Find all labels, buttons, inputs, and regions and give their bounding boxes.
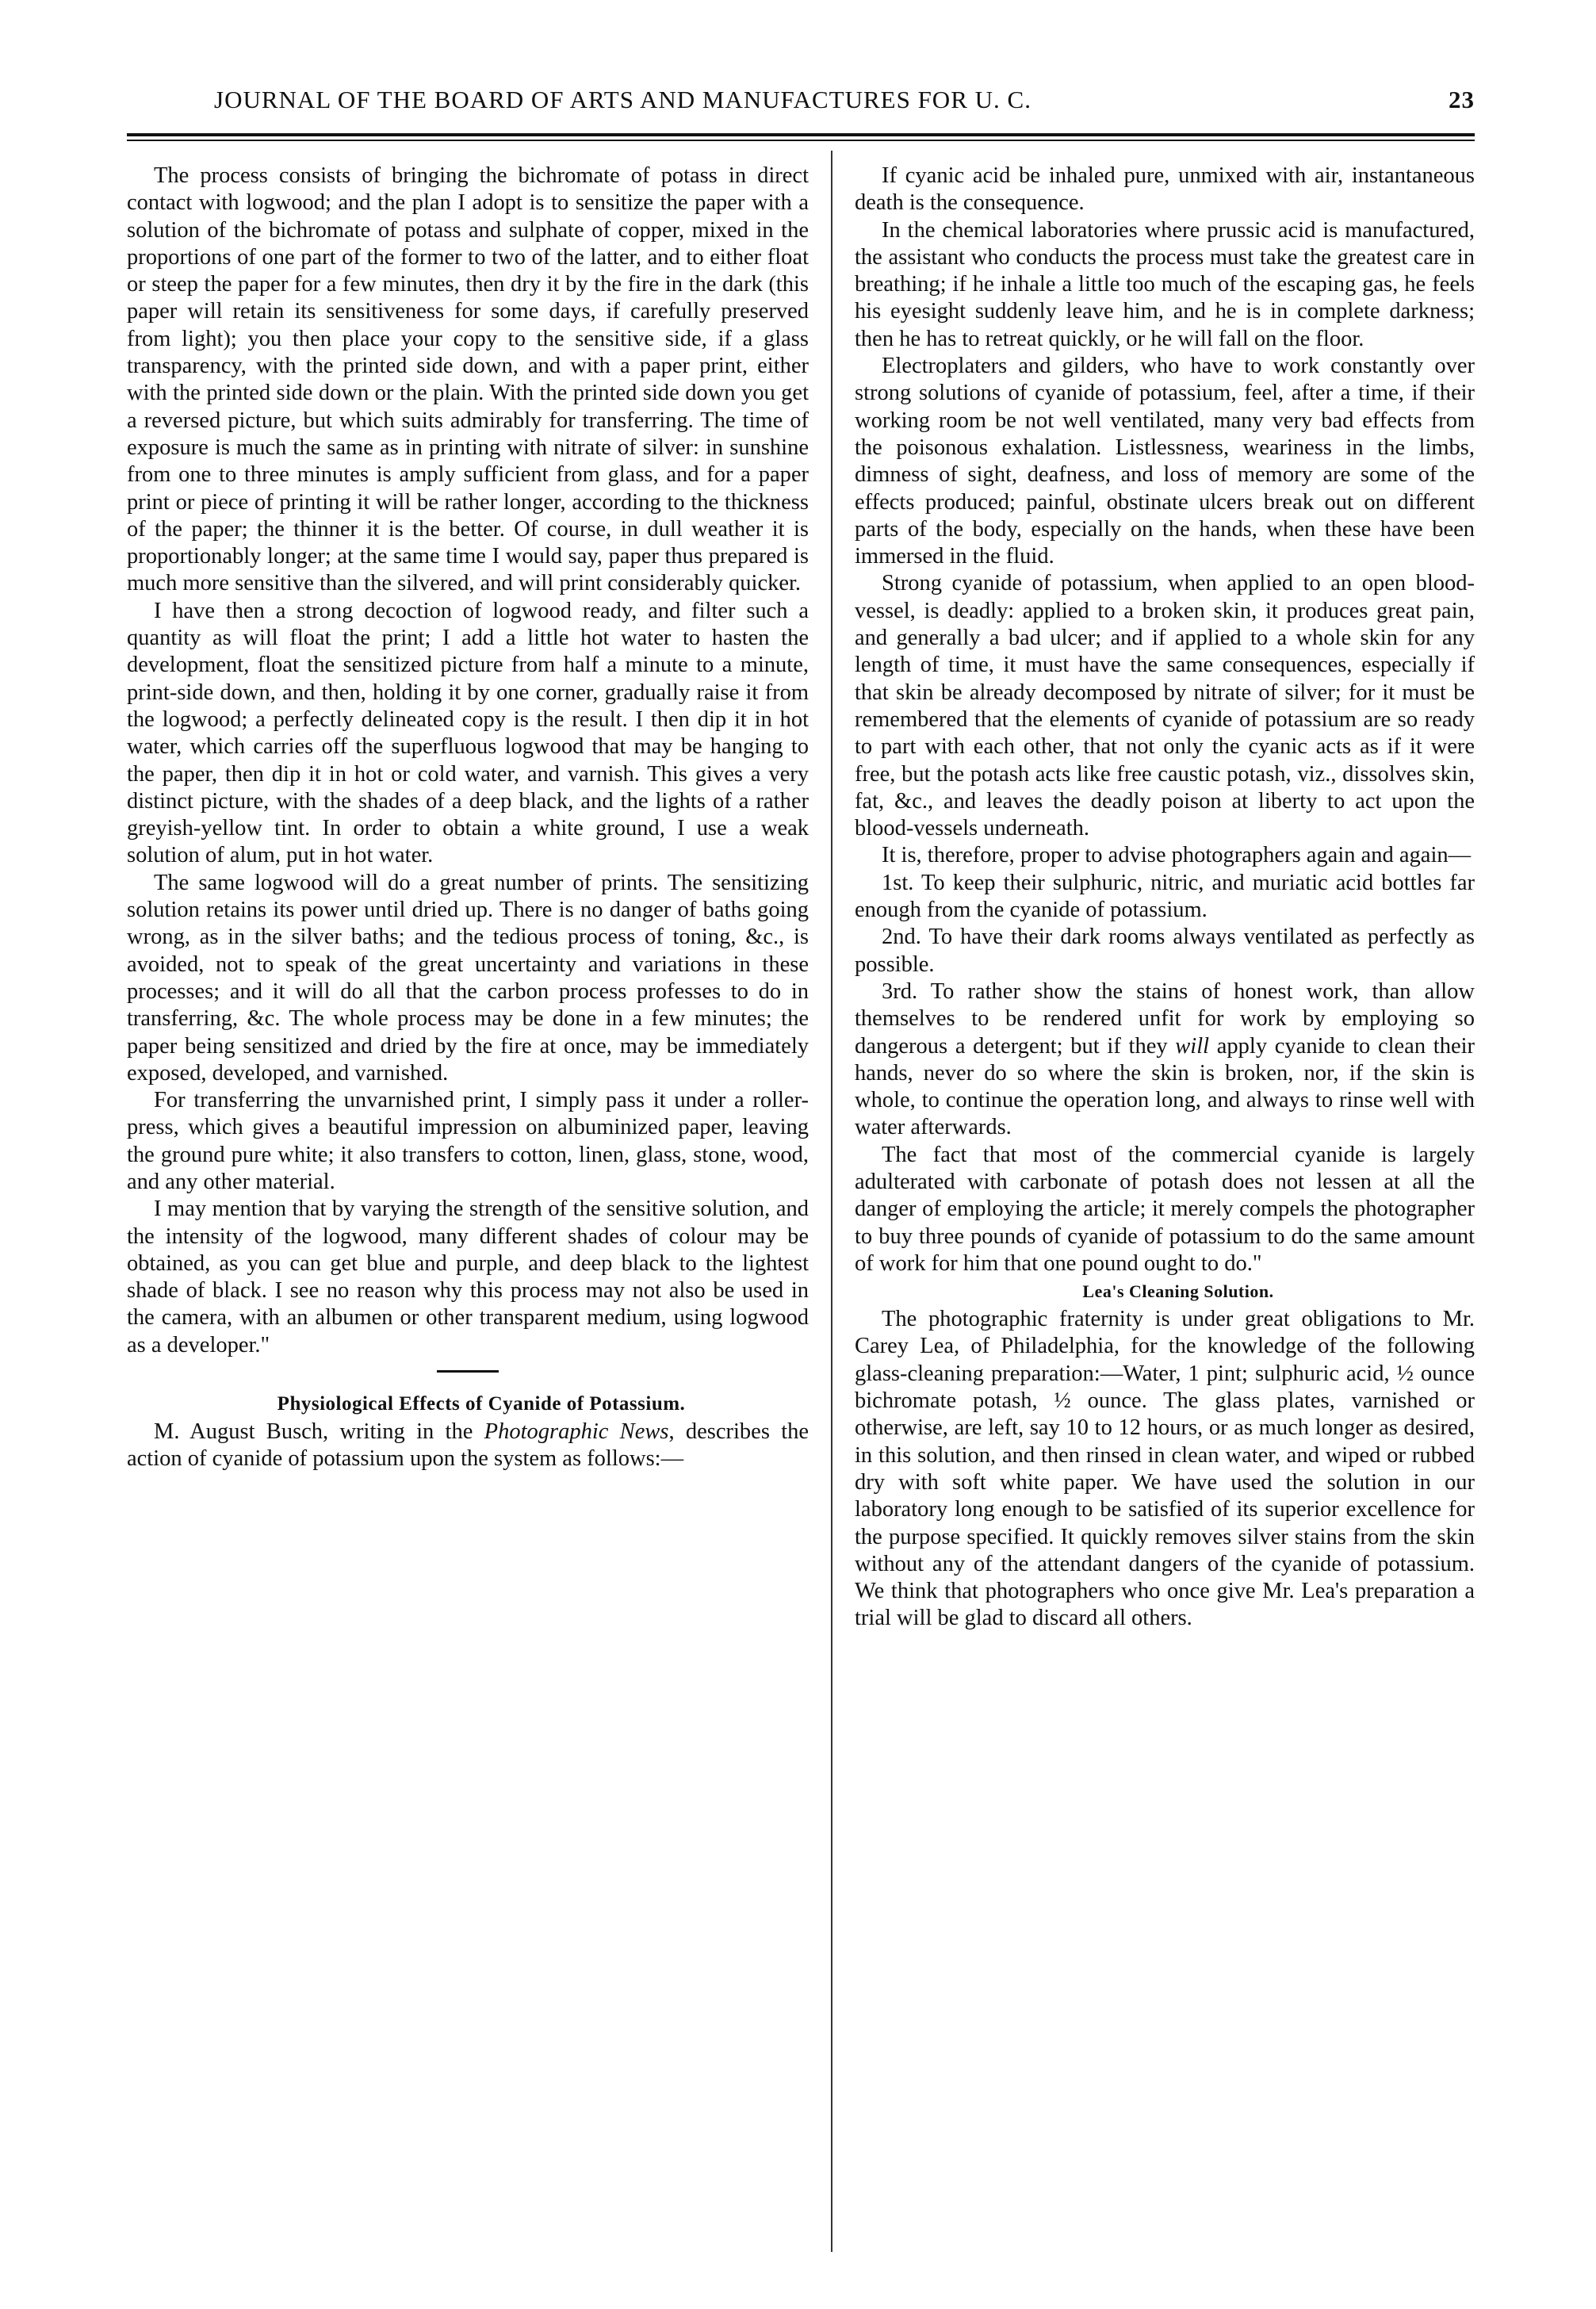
- paragraph-advice-second: 2nd. To have their dark rooms always ventilated as perfectly as possible.: [855, 925, 1475, 977]
- section-separator-rule: [437, 1370, 499, 1373]
- paragraph-prussic-acid-laboratories: In the chemical laboratories where prussic acid is manufactured, the assistant who conducts the process must take the greatest care in breathing; if he inhale a little too much of the escaping gas, he feels his eyesight suddenly leave him, and he is in complete darkness; then he has to retreat quickly, or he will fall on the floor.: [855, 217, 1475, 351]
- paragraph-logwood-development: I have then a strong decoction of logwood ready, and filter such a quantity as will float the print; I add a little hot water to hasten the development, float the sensitized picture from half a minute to a minute, print-side down, and then, holding it by one corner, gradually raise it from the logwood; a perfectly delineated copy is the result. I then dip it in hot water, which carries off the superfluous logwood that may be hanging to the paper, then dip it in hot or cold water, and varnish. This gives a very distinct picture, with the shades of a deep black, and the lights of a rather greyish-yellow tint. In order to obtain a white ground, I use a weak solution of alum, put in hot water.: [127, 598, 809, 868]
- paragraph-shades-of-colour: I may mention that by varying the strength of the sensitive solution, and the intensity of the logwood, many different shades of colour may be obtained, as you can get blue and purple, and deep black to the lightest shade of black. I see no reason why this process may not also be used in the camera, with an albumen or other transparent medium, using logwood as a developer.": [127, 1197, 809, 1357]
- busch-intro-tail: , describes the action of cyanide of potassium upon the system as follows:—: [127, 1419, 809, 1472]
- running-head: [214, 86, 1475, 125]
- paragraph-sensitizing-process: The process consists of bringing the bichromate of potass in direct contact with logwood; and the plan I adopt is to sensitize the paper with a solution of the bichromate of potass and sulphate of copper, mixed in the proportions of one part of the former to two of the latter, and to either float or steep the paper for a few minutes, then dry it by the fire in the dark (this paper will retain its sensitiveness for some days, if carefully preserved from light); you then place your copy to the sensitive side, if a glass transparency, with the printed side down, and with a paper print, either with the printed side down or the plain. With the printed side down you get a reversed picture, but which suits admirably for transferring. The time of exposure is much the same as in printing with nitrate of silver: in sunshine from one to three minutes is amply sufficient from glass, and for a paper print or piece of printing it will be rather longer, according to the thickness of the paper; the thinner it is the better. Of course, in dull weather it is proportionably longer; at the same time I would say, paper thus prepared is much more sensitive than the silvered, and will print considerably quicker.: [127, 163, 809, 596]
- advice-third-lead: 3rd. To rather show the stains of honest work, than allow themselves to be rendered unfit for work by employing so dangerous a detergent; but if they: [855, 978, 1475, 1059]
- page-number: 23: [1449, 86, 1475, 113]
- paragraph-cyanic-acid-inhaled: If cyanic acid be inhaled pure, unmixed with air, instantaneous death is the consequence.: [855, 163, 1475, 216]
- paragraph-advice-first: 1st. To keep their sulphuric, nitric, and muriatic acid bottles far enough from the cyanide of potassium.: [855, 870, 1475, 923]
- advice-third-tail: apply cyanide to clean their hands, never do so where the skin is broken, nor, if the skin is whole, to continue the operation long, and always to rinse well with water afterwards.: [855, 1033, 1475, 1140]
- journal-name-italic: Photographic News: [484, 1419, 669, 1445]
- section-heading-leas-solution: Lea's Cleaning Solution.: [1082, 1281, 1274, 1302]
- paragraph-logwood-prints: The same logwood will do a great number of prints. The sensitizing solution retains its power until dried up. There is no danger of baths going wrong, as in the silver baths; and the tedious process of toning, &c., is avoided, not to speak of the great uncertainty and variations in these processes; and it will do all that the carbon process professes to do in transferring, &c. The whole process may be done in a few minutes; the paper being sensitized and dried by the fire at once, may be immediately exposed, developed, and varnished.: [127, 870, 809, 1086]
- section-heading-cyanide: Physiological Effects of Cyanide of Potassium.: [277, 1393, 686, 1415]
- paragraph-busch-intro: [127, 1419, 809, 1473]
- header-rule-thick: [127, 133, 1475, 136]
- paragraph-transferring: For transferring the unvarnished print, I simply pass it under a roller-press, which gives a beautiful impression on albuminized paper, leaving the ground pure white; it also transfers to cotton, linen, glass, stone, wood, and any other material.: [127, 1088, 809, 1194]
- paragraph-carey-lea: The photographic fraternity is under great obligations to Mr. Carey Lea, of Philadelphia, for the knowledge of the following glass-cleaning preparation:—Water, 1 pint; sulphuric acid, ½ ounce bichromate potash, ½ ounce. The glass plates, varnished or otherwise, are left, say 10 to 12 hours, or as much longer as desired, in this solution, and then rinsed in clean water, and wiped or rubbed dry with soft white paper. We have used the solution in our laboratory long enough to be satisfied of its superior excellence for the purpose specified. It quickly removes silver stains from the skin without any of the attendant dangers of the cyanide of potassium. We think that photographers who once give Mr. Lea's preparation a trial will be glad to discard all others.: [855, 1307, 1475, 1631]
- left-column: [127, 163, 809, 2272]
- paragraph-commercial-cyanide: The fact that most of the commercial cyanide is largely adulterated with carbonate of potash does not lessen at all the danger of employing the article; it merely compels the photographer to buy three pounds of cyanide of potassium to do the same amount of work for him that one pound ought to do.": [855, 1142, 1475, 1276]
- paragraph-advice-third: [855, 978, 1475, 1142]
- paragraph-electroplaters: Electroplaters and gilders, who have to work constantly over strong solutions of cyanide of potassium, feel, after a time, if their working room be not well ventilated, many very bad effects from the poisonous exhalation. Listlessness, weariness in the limbs, dimness of sight, deafness, and loss of memory are some of the effects produced; painful, obstinate ulcers break out on different parts of the body, especially on the hands, when these have been immersed in the fluid.: [855, 354, 1475, 569]
- paragraph-strong-cyanide: Strong cyanide of potassium, when applied to an open blood-vessel, is deadly: applied to a broken skin, it produces great pain, and generally a bad ulcer; and if applied to a whole skin for any length of time, it must have the same consequences, especially if that skin be already decomposed by nitrate of silver; for it must be remembered that the elements of cyanide of potassium are so ready to part with each other, that not only the cyanic acts as if it were free, but the potash acts like free caustic potash, viz., dissolves skin, fat, &c., and leaves the deadly poison at liberty to act upon the blood-vessels underneath.: [855, 571, 1475, 841]
- paragraph-advice-intro: It is, therefore, proper to advise photographers again and again—: [882, 843, 1472, 868]
- column-divider: [831, 151, 832, 2252]
- journal-title: JOURNAL OF THE BOARD OF ARTS AND MANUFACTURES FOR U. C.: [214, 86, 1031, 113]
- header-rule-thin: [127, 140, 1475, 141]
- right-column: [855, 163, 1475, 2272]
- italic-will: will: [1175, 1033, 1210, 1059]
- busch-intro-lead: M. August Busch, writing in the: [154, 1419, 484, 1445]
